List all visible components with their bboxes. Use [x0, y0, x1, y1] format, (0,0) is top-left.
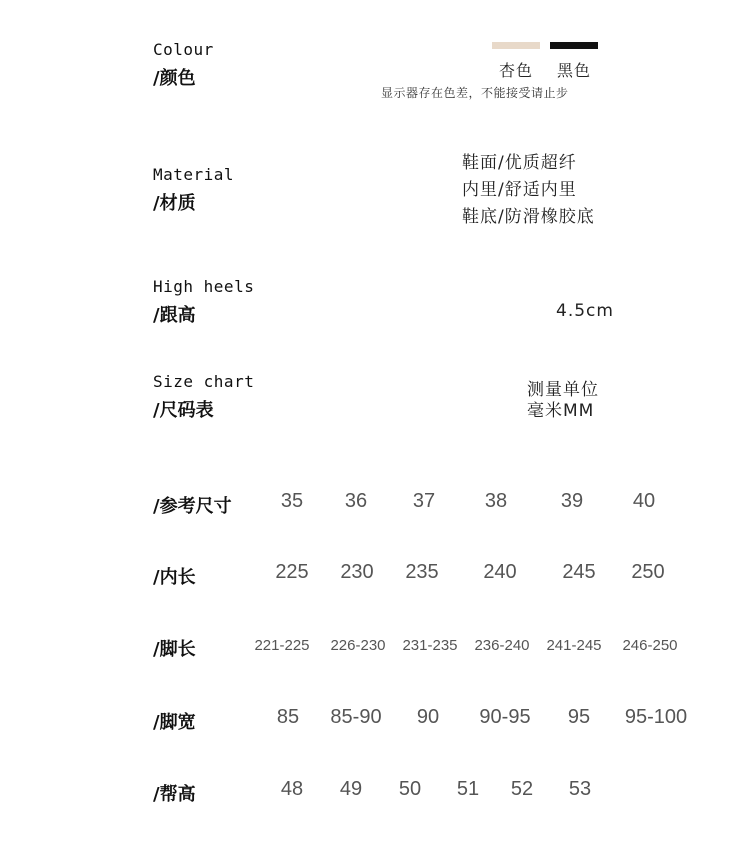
cell-foot-width-4: 95 [567, 706, 591, 728]
cell-inner-length-5: 250 [631, 561, 665, 583]
cell-foot-width-1: 85-90 [330, 706, 382, 728]
cell-reference-size-1: 36 [344, 490, 368, 512]
row-label-reference-size: /参考尺寸 [153, 496, 232, 517]
material-line-lining: 内里/舒适内里 [462, 180, 577, 200]
cell-foot-width-3: 90-95 [479, 706, 531, 728]
colour-label-zh: /颜色 [153, 68, 196, 89]
row-label-upper-height: /帮高 [153, 784, 196, 805]
swatch-black [550, 42, 598, 49]
size-unit-line2: 毫米MM [527, 401, 595, 421]
cell-inner-length-3: 240 [483, 561, 517, 583]
cell-foot-length-0: 221-225 [254, 637, 310, 654]
cell-foot-length-2: 231-235 [402, 637, 458, 654]
cell-reference-size-5: 40 [632, 490, 656, 512]
cell-reference-size-3: 38 [484, 490, 508, 512]
cell-foot-length-3: 236-240 [474, 637, 530, 654]
cell-inner-length-0: 225 [275, 561, 309, 583]
heels-label-en: High heels [153, 277, 255, 296]
swatch-black-label: 黑色 [557, 61, 592, 80]
size-chart-label-zh: /尺码表 [153, 400, 214, 421]
cell-upper-height-5: 53 [568, 778, 592, 800]
cell-inner-length-2: 235 [405, 561, 439, 583]
cell-reference-size-4: 39 [560, 490, 584, 512]
colour-note: 显示器存在色差，不能接受请止步 [381, 86, 569, 100]
cell-upper-height-4: 52 [510, 778, 534, 800]
cell-upper-height-2: 50 [398, 778, 422, 800]
cell-foot-width-0: 85 [276, 706, 300, 728]
cell-reference-size-0: 35 [280, 490, 304, 512]
material-line-sole: 鞋底/防滑橡胶底 [462, 207, 595, 227]
material-label-en: Material [153, 165, 235, 184]
cell-foot-length-1: 226-230 [330, 637, 386, 654]
cell-upper-height-0: 48 [280, 778, 304, 800]
cell-foot-width-2: 90 [416, 706, 440, 728]
cell-upper-height-3: 51 [456, 778, 480, 800]
cell-reference-size-2: 37 [412, 490, 436, 512]
row-label-inner-length: /内长 [153, 567, 196, 588]
size-unit-line1: 测量单位 [527, 380, 599, 400]
size-chart-label-en: Size chart [153, 372, 255, 391]
row-label-foot-width: /脚宽 [153, 712, 196, 733]
material-line-upper: 鞋面/优质超纤 [462, 153, 577, 173]
heels-label-zh: /跟高 [153, 305, 196, 326]
cell-upper-height-1: 49 [339, 778, 363, 800]
cell-foot-length-4: 241-245 [546, 637, 602, 654]
material-label-zh: /材质 [153, 193, 196, 214]
cell-inner-length-1: 230 [340, 561, 374, 583]
cell-foot-length-5: 246-250 [622, 637, 678, 654]
heels-value: 4.5cm [556, 301, 614, 321]
colour-label-en: Colour [153, 40, 214, 59]
cell-foot-width-5: 95-100 [624, 706, 688, 728]
swatch-apricot [492, 42, 540, 49]
row-label-foot-length: /脚长 [153, 639, 196, 660]
cell-inner-length-4: 245 [562, 561, 596, 583]
swatch-apricot-label: 杏色 [499, 61, 534, 80]
